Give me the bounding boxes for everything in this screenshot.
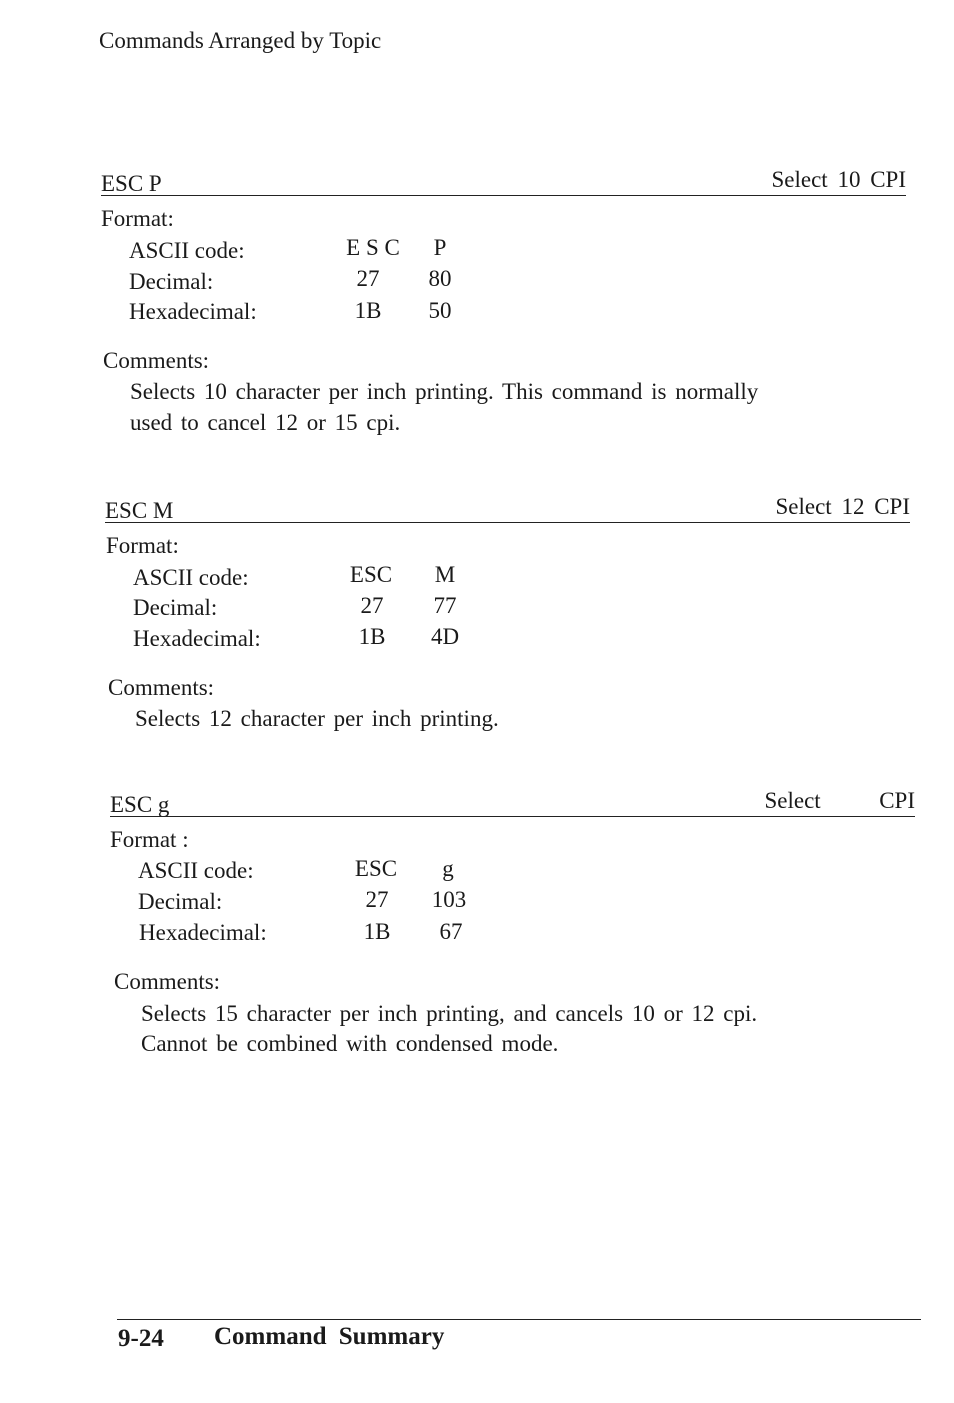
footer-title: Command Summary bbox=[214, 1323, 445, 1350]
decimal-label: Decimal: bbox=[138, 889, 223, 914]
comments-label: Comments: bbox=[108, 675, 215, 700]
running-head: Commands Arranged by Topic bbox=[99, 28, 382, 53]
hex-label: Hexadecimal: bbox=[133, 626, 261, 651]
ascii-label: ASCII code: bbox=[138, 858, 254, 883]
section-rule bbox=[110, 816, 915, 817]
comment-line-2: used to cancel 12 or 15 cpi. bbox=[130, 410, 401, 435]
footer-rule bbox=[117, 1319, 921, 1320]
ascii-value-1: ESC bbox=[349, 562, 393, 587]
command-name: ESC P bbox=[101, 171, 162, 196]
comment-line-1: Selects 10 character per inch printing. This command is normally bbox=[130, 379, 759, 404]
comment-line-2: Cannot be combined with condensed mode. bbox=[141, 1031, 559, 1056]
ascii-value-2: g bbox=[442, 856, 454, 881]
decimal-value-1: 27 bbox=[365, 887, 389, 912]
decimal-label: Decimal: bbox=[133, 595, 218, 620]
format-label: Format : bbox=[110, 827, 189, 852]
comments-label: Comments: bbox=[103, 348, 210, 373]
page-number: 9-24 bbox=[118, 1325, 164, 1352]
ascii-value-2: M bbox=[434, 562, 456, 587]
hex-value-1: 1B bbox=[358, 624, 386, 649]
comment-line-1: Selects 12 character per inch printing. bbox=[135, 706, 499, 731]
command-section-esc-m bbox=[105, 494, 910, 798]
ascii-value-2: P bbox=[433, 235, 447, 260]
command-section-esc-p bbox=[101, 167, 906, 471]
ascii-value-1: E S C bbox=[346, 235, 400, 260]
format-label: Format: bbox=[106, 533, 179, 558]
section-rule bbox=[101, 195, 906, 196]
hex-label: Hexadecimal: bbox=[129, 299, 257, 324]
decimal-value-1: 27 bbox=[356, 266, 380, 291]
comment-line-1: Selects 15 character per inch printing, and cancels 10 or 12 cpi. bbox=[141, 1001, 758, 1026]
hex-value-2: 4D bbox=[430, 624, 460, 649]
command-title: Select 12 CPI bbox=[775, 494, 910, 519]
hex-value-2: 67 bbox=[439, 919, 463, 944]
hex-value-1: 1B bbox=[354, 298, 382, 323]
section-rule bbox=[105, 522, 910, 523]
command-section-esc-g bbox=[110, 788, 915, 1092]
decimal-value-2: 80 bbox=[428, 266, 452, 291]
decimal-value-1: 27 bbox=[360, 593, 384, 618]
command-name: ESC g bbox=[110, 792, 170, 817]
hex-value-1: 1B bbox=[363, 919, 391, 944]
command-name: ESC M bbox=[105, 498, 174, 523]
ascii-label: ASCII code: bbox=[129, 238, 245, 263]
decimal-value-2: 77 bbox=[433, 593, 457, 618]
command-title: Select CPI bbox=[764, 788, 915, 813]
decimal-label: Decimal: bbox=[129, 269, 214, 294]
ascii-value-1: ESC bbox=[354, 856, 398, 881]
decimal-value-2: 103 bbox=[431, 887, 467, 912]
ascii-label: ASCII code: bbox=[133, 565, 249, 590]
comments-label: Comments: bbox=[114, 969, 221, 994]
format-label: Format: bbox=[101, 206, 174, 231]
hex-label: Hexadecimal: bbox=[139, 920, 267, 945]
hex-value-2: 50 bbox=[428, 298, 452, 323]
command-title: Select 10 CPI bbox=[771, 167, 906, 192]
